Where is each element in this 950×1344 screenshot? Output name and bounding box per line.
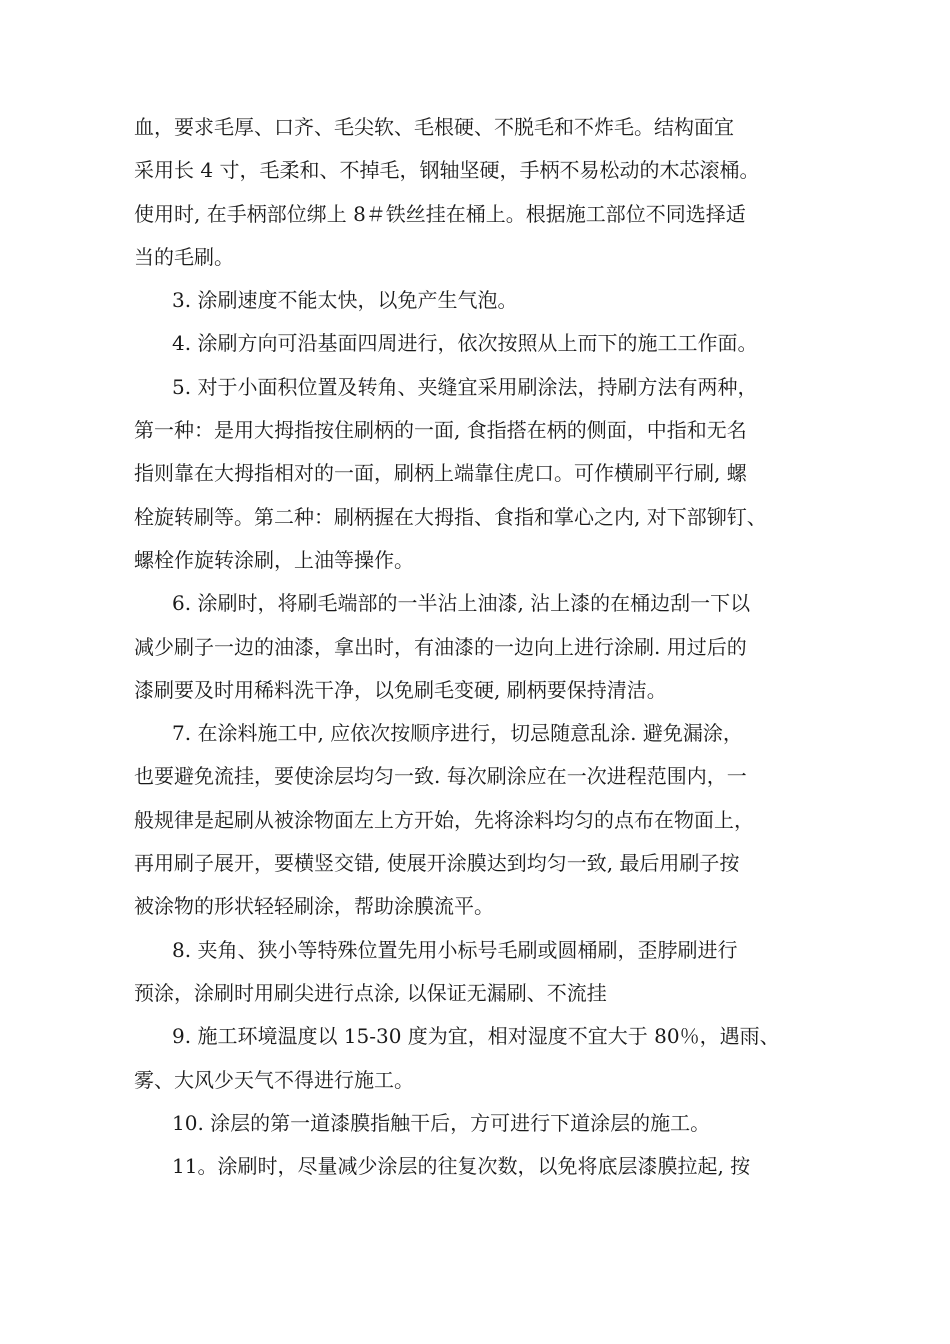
text-line: 9. 施工环境温度以 15-30 度为宜，相对湿度不宜大于 80％，遇雨、 (172, 1024, 780, 1049)
text-line: 栓旋转刷等。第二种：刷柄握在大拇指、食指和掌心之内, 对下部铆钉、 (134, 504, 767, 529)
document-body (0, 106, 950, 1188)
text-line: 血，要求毛厚、口齐、毛尖软、毛根硬、不脱毛和不炸毛。结构面宜 (134, 115, 734, 139)
text-line: 般规律是起刷从被涂物面左上方开始，先将涂料均匀的点布在物面上， (134, 807, 754, 832)
text-line: 3. 涂刷速度不能太快，以免产生气泡。 (172, 288, 518, 313)
text-line: 螺栓作旋转涂刷，上油等操作。 (134, 547, 414, 572)
text-line: 第一种：是用大拇指按住刷柄的一面, 食指搭在柄的侧面，中指和无名 (134, 418, 747, 443)
text-line: 指则靠在大拇指相对的一面，刷柄上端靠住虎口。可作横刷平行刷, 螺 (134, 461, 747, 486)
text-line: 漆刷要及时用稀料洗干净，以免刷毛变硬, 刷柄要保持清洁。 (134, 677, 667, 702)
text-line: 7. 在涂料施工中, 应依次按顺序进行，切忌随意乱涂. 避免漏涂， (172, 721, 743, 746)
text-line: 雾、大风少天气不得进行施工。 (134, 1067, 414, 1092)
text-line: 使用时, 在手柄部位绑上 8＃铁丝挂在桶上。根据施工部位不同选择适 (134, 201, 746, 226)
text-line: 被涂物的形状轻轻刷涂，帮助涂膜流平。 (134, 894, 494, 919)
text-line: 也要避免流挂，要使涂层均匀一致. 每次刷涂应在一次进程范围内，一 (134, 764, 747, 789)
text-line: 5. 对于小面积位置及转角、夹缝宜采用刷涂法，持刷方法有两种， (172, 374, 758, 399)
text-line: 10. 涂层的第一道漆膜指触干后，方可进行下道涂层的施工。 (172, 1110, 711, 1135)
text-line: 采用长 4 寸，毛柔和、不掉毛，钢轴坚硬，手柄不易松动的木芯滚桶。 (134, 158, 760, 183)
text-line: 8. 夹角、狭小等特殊位置先用小标号毛刷或圆桶刷，歪脖刷进行 (172, 937, 738, 962)
text-line: 再用刷子展开，要横竖交错, 使展开涂膜达到均匀一致, 最后用刷子按 (134, 851, 740, 876)
text-line: 当的毛刷。 (134, 244, 234, 269)
text-line: 6. 涂刷时，将刷毛端部的一半沾上油漆, 沾上漆的在桶边刮一下以 (172, 591, 751, 616)
text-line: 减少刷子一边的油漆，拿出时，有油漆的一边向上进行涂刷. 用过后的 (134, 634, 747, 659)
text-line: 预涂，涂刷时用刷尖进行点涂, 以保证无漏刷、不流挂 (134, 980, 607, 1005)
text-line: 4. 涂刷方向可沿基面四周进行，依次按照从上而下的施工工作面。 (172, 331, 758, 356)
text-line: 11。涂刷时，尽量减少涂层的往复次数，以免将底层漆膜拉起, 按 (172, 1154, 751, 1179)
